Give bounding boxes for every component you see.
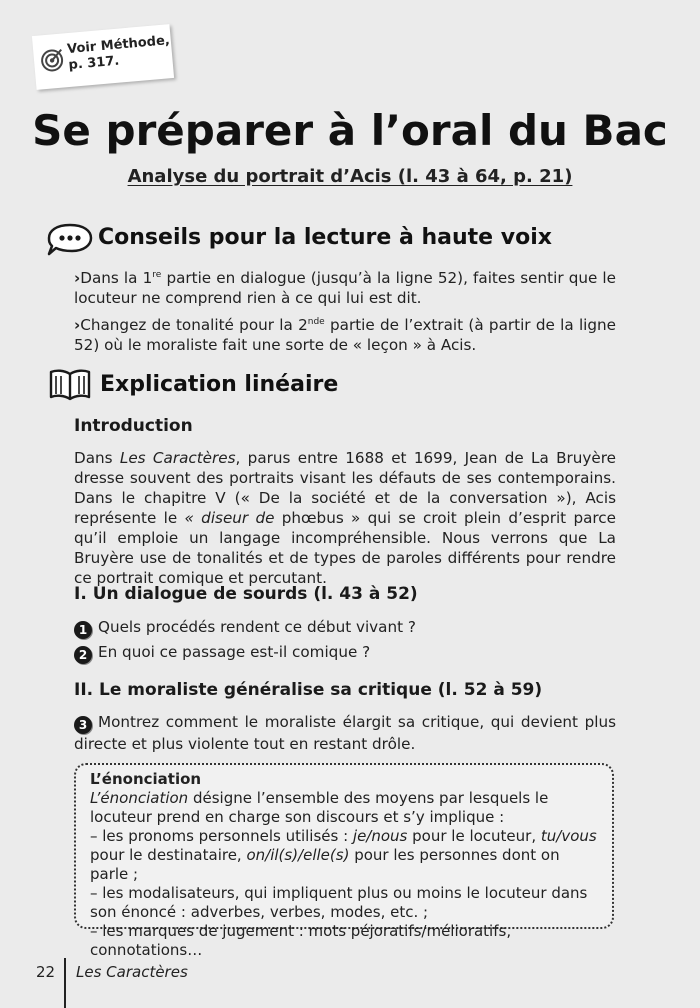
note-definition xyxy=(90,789,598,827)
intro-book-title: Les Caractères xyxy=(119,449,236,467)
note-modalisers: – les modalisateurs, qui impliquent plus ou moins le locuteur dans son énoncé : adverbes, verbes, modes, etc. ; xyxy=(90,884,588,921)
chevron-right-icon: › xyxy=(74,269,81,288)
note-pron-em3: on/il(s)/elle(s) xyxy=(246,846,350,864)
method-tag-line1: Voir Méthode, xyxy=(66,33,171,58)
question-3-text: Montrez comment le moraliste élargit sa critique, qui devient plus directe et plus violente tout en restant drôle. xyxy=(74,713,616,753)
page-number: 22 xyxy=(36,963,56,981)
section-heading-linear-explanation: Explication linéaire xyxy=(100,372,339,397)
question-number-badge: 1 xyxy=(74,621,92,639)
tip2-sup: nde xyxy=(307,317,325,327)
tip2-text-b: partie de l’extrait (à partir de la ligne 52) où le moraliste fait une sorte de « leçon » à Acis. xyxy=(74,316,616,355)
intro-t2: , parus entre 1688 et 1699, Jean de La Bruyère dresse souvent des portraits visant les défauts de ses contemporains. Dans le chapitre V (« De la société et de la conversation »), Acis représente le xyxy=(74,449,616,527)
intro-quote: « diseur de xyxy=(184,509,275,527)
question-1 xyxy=(74,617,616,639)
note-pron-em1: je/nous xyxy=(352,827,408,845)
tip1-text-a: Dans la 1 xyxy=(80,269,153,288)
question-number-badge: 2 xyxy=(74,646,92,664)
page-title: Se préparer à l’oral du Bac xyxy=(32,106,668,155)
enunciation-note-box xyxy=(74,763,614,959)
subtitle xyxy=(0,166,700,187)
part2-heading: II. Le moraliste généralise sa critique (l. 52 à 59) xyxy=(74,680,543,700)
note-pron-em2: tu/vous xyxy=(540,827,597,845)
question-3 xyxy=(74,712,616,754)
question-number-badge: 3 xyxy=(74,716,92,734)
section-heading-reading-tips: Conseils pour la lecture à haute voix xyxy=(98,225,552,250)
target-icon xyxy=(39,47,65,73)
running-book-title: Les Caractères xyxy=(76,963,188,981)
note-pronouns xyxy=(90,827,598,884)
intro-t3: phœbus » qui se croit plein d’esprit parce qu’il emploie un langage incompréhensible. Nous verrons que La Bruyère use de tonalités et de types de paroles différents pour rendre ce portrait comique et percutant. xyxy=(74,509,616,587)
subtitle-text: Analyse du portrait d’Acis (l. 43 à 64, p. 21) xyxy=(127,166,573,187)
intro-t1: Dans xyxy=(74,449,120,467)
reading-tip-1 xyxy=(74,265,616,308)
tip2-text-a: Changez de tonalité pour la 2 xyxy=(80,316,308,335)
tip1-sup: re xyxy=(152,270,162,280)
chevron-right-icon: › xyxy=(74,316,81,335)
reading-tip-2 xyxy=(74,312,616,355)
note-pron-b: pour le locuteur, xyxy=(407,827,541,845)
speech-bubble-icon xyxy=(46,222,94,258)
footer-divider xyxy=(64,958,66,1008)
open-book-icon xyxy=(48,368,92,402)
question-2-text: En quoi ce passage est-il comique ? xyxy=(98,643,371,661)
note-def-term: L’énonciation xyxy=(90,789,189,807)
method-tag-line2: p. 317. xyxy=(67,53,120,74)
note-title: L’énonciation xyxy=(90,770,202,788)
method-reference-tag xyxy=(32,24,174,90)
note-judgement: – les marques de jugement : mots péjoratifs/mélioratifs, connotations… xyxy=(90,922,512,959)
introduction-heading: Introduction xyxy=(74,416,193,436)
introduction-paragraph xyxy=(74,448,616,588)
question-1-text: Quels procédés rendent ce début vivant ? xyxy=(98,618,416,636)
note-pron-a: – les pronoms personnels utilisés : xyxy=(90,827,353,845)
question-2 xyxy=(74,642,616,664)
part1-heading: I. Un dialogue de sourds (l. 43 à 52) xyxy=(74,584,418,604)
tip1-text-b: partie en dialogue (jusqu’à la ligne 52), faites sentir que le locuteur ne comprend rien à ce qui lui est dit. xyxy=(74,269,616,308)
note-pron-d: pour les personnes dont on parle ; xyxy=(90,846,560,883)
note-def-text: désigne l’ensemble des moyens par lesquels le locuteur prend en charge son discours et s’y implique : xyxy=(90,789,549,826)
note-pron-c: pour le destinataire, xyxy=(90,846,247,864)
